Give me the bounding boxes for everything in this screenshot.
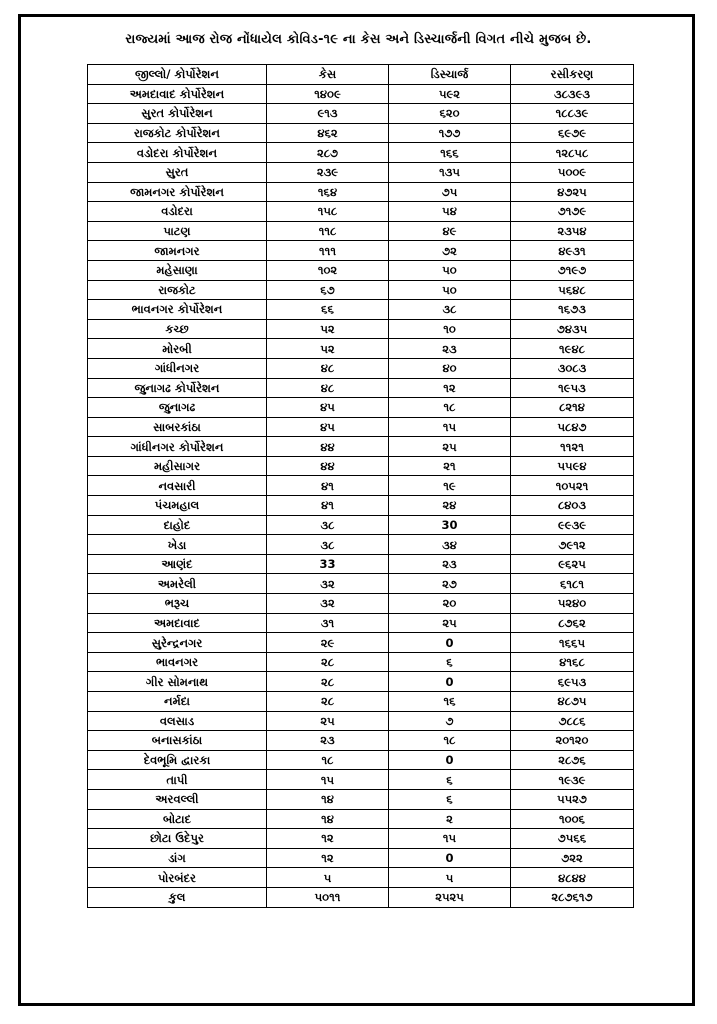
cell-cases: ૧૫૮ — [267, 202, 389, 222]
cell-vaccination: ૧૬૭૩ — [511, 300, 634, 320]
cell-district: ગાંધીનગર કોર્પોરેશન — [88, 437, 267, 457]
cell-vaccination: ૮૪૦૩ — [511, 496, 634, 516]
table-row — [88, 162, 634, 182]
cell-cases: ૨૫ — [267, 711, 389, 731]
cell-vaccination: ૭૨૨ — [511, 848, 634, 868]
cell-cases: ૪૮ — [267, 358, 389, 378]
cell-discharge: ૨૫ — [389, 613, 511, 633]
cell-discharge: ૩૪ — [389, 535, 511, 555]
cell-district: જુનાગઢ — [88, 398, 267, 418]
cell-discharge: 0 — [389, 633, 511, 653]
table-row — [88, 515, 634, 535]
table-row — [88, 221, 634, 241]
cell-discharge: ૨૩ — [389, 554, 511, 574]
cell-vaccination: ૫૮૪૭ — [511, 417, 634, 437]
cell-district: છોટા ઉદેપુર — [88, 829, 267, 849]
table-row — [88, 456, 634, 476]
cell-discharge: 0 — [389, 672, 511, 692]
table-row — [88, 378, 634, 398]
cell-discharge: ૭૫ — [389, 182, 511, 202]
cell-district: કુલ — [88, 887, 267, 907]
table-row — [88, 789, 634, 809]
cell-cases: ૨૮ — [267, 672, 389, 692]
table-row — [88, 437, 634, 457]
cell-district: બોટાદ — [88, 809, 267, 829]
cell-cases: ૨૮ — [267, 652, 389, 672]
cell-vaccination: ૧૯૪૮ — [511, 339, 634, 359]
cell-cases: ૫૦૧૧ — [267, 887, 389, 907]
cell-discharge: ૧૩૫ — [389, 162, 511, 182]
table-row — [88, 319, 634, 339]
table-row — [88, 104, 634, 124]
table-row — [88, 123, 634, 143]
table-row — [88, 417, 634, 437]
cell-district: જામનગર કોર્પોરેશન — [88, 182, 267, 202]
table-row — [88, 672, 634, 692]
cell-cases: ૨૩૯ — [267, 162, 389, 182]
cell-cases: ૪૮ — [267, 378, 389, 398]
table-row — [88, 633, 634, 653]
cell-discharge: ૧૭૭ — [389, 123, 511, 143]
cell-discharge: ૧૬૬ — [389, 143, 511, 163]
cell-vaccination: ૫૫૨૭ — [511, 789, 634, 809]
cell-district: ભાવનગર કોર્પોરેશન — [88, 300, 267, 320]
cell-vaccination: ૩૮૩૯૩ — [511, 84, 634, 104]
table-row — [88, 574, 634, 594]
cell-district: નર્મદા — [88, 692, 267, 712]
table-row — [88, 829, 634, 849]
cell-discharge: ૨ — [389, 809, 511, 829]
cell-district: સુરત — [88, 162, 267, 182]
cell-district: અમદાવાદ કોર્પોરેશન — [88, 84, 267, 104]
cell-cases: ૪૪ — [267, 456, 389, 476]
table-row — [88, 652, 634, 672]
cell-cases: ૧૬૪ — [267, 182, 389, 202]
cell-cases: ૩૮ — [267, 515, 389, 535]
cell-discharge: ૧૫ — [389, 829, 511, 849]
cell-cases: ૧૦૨ — [267, 260, 389, 280]
cell-discharge: ૫૦ — [389, 260, 511, 280]
cell-cases: ૨૮ — [267, 692, 389, 712]
table-row — [88, 339, 634, 359]
cell-district: સુરત કોર્પોરેશન — [88, 104, 267, 124]
cell-district: પંચમહાલ — [88, 496, 267, 516]
cell-vaccination: ૧૯૫૩ — [511, 378, 634, 398]
table-row — [88, 887, 634, 907]
cell-cases: ૯૧૩ — [267, 104, 389, 124]
cell-district: અરવલ્લી — [88, 789, 267, 809]
cell-vaccination: ૧૮૮૩૯ — [511, 104, 634, 124]
cell-discharge: 0 — [389, 750, 511, 770]
header-discharge: ડિસ્ચાર્જ — [389, 65, 511, 85]
cell-district: પાટણ — [88, 221, 267, 241]
cell-cases: ૪૫ — [267, 417, 389, 437]
cell-district: આણંદ — [88, 554, 267, 574]
cell-district: સાબરકાંઠા — [88, 417, 267, 437]
cell-cases: ૧૫ — [267, 770, 389, 790]
cell-cases: 33 — [267, 554, 389, 574]
cell-cases: ૫૨ — [267, 339, 389, 359]
cell-cases: ૧૧૮ — [267, 221, 389, 241]
cell-district: કચ્છ — [88, 319, 267, 339]
cell-cases: ૪૪ — [267, 437, 389, 457]
cell-vaccination: ૯૬૨૫ — [511, 554, 634, 574]
cell-vaccination: ૭૧૯૭ — [511, 260, 634, 280]
cell-discharge: ૭ — [389, 711, 511, 731]
cell-discharge: 0 — [389, 848, 511, 868]
cell-district: જામનગર — [88, 241, 267, 261]
cell-discharge: ૨૫ — [389, 437, 511, 457]
cell-district: ગાંધીનગર — [88, 358, 267, 378]
table-row — [88, 202, 634, 222]
cell-cases: ૧૮ — [267, 750, 389, 770]
cell-district: તાપી — [88, 770, 267, 790]
cell-cases: ૨૯ — [267, 633, 389, 653]
cell-discharge: ૨૦ — [389, 594, 511, 614]
cell-vaccination: ૧૦૦૬ — [511, 809, 634, 829]
cell-district: મોરબી — [88, 339, 267, 359]
header-district: જીલ્લો/ કોર્પોરેશન — [88, 65, 267, 85]
cell-discharge: ૧૮ — [389, 731, 511, 751]
cell-district: દેવભૂમિ દ્વારકા — [88, 750, 267, 770]
table-row — [88, 554, 634, 574]
cell-vaccination: ૩૦૮૩ — [511, 358, 634, 378]
cell-vaccination: ૮૭૬૨ — [511, 613, 634, 633]
cell-vaccination: ૧૯૩૯ — [511, 770, 634, 790]
table-row — [88, 398, 634, 418]
cell-vaccination: ૭૯૧૨ — [511, 535, 634, 555]
table-row — [88, 711, 634, 731]
cell-vaccination: ૧૬૬૫ — [511, 633, 634, 653]
cell-discharge: ૨૩ — [389, 339, 511, 359]
table-row — [88, 84, 634, 104]
cell-discharge: ૫૪ — [389, 202, 511, 222]
cell-vaccination: ૫૫૯૪ — [511, 456, 634, 476]
cell-vaccination: ૮૨૧૪ — [511, 398, 634, 418]
cell-discharge: ૨૫૨૫ — [389, 887, 511, 907]
cell-district: સુરેન્દ્રનગર — [88, 633, 267, 653]
cell-cases: ૧૧૧ — [267, 241, 389, 261]
cell-cases: ૫૨ — [267, 319, 389, 339]
table-row — [88, 535, 634, 555]
table-row — [88, 868, 634, 888]
cell-discharge: ૧૫ — [389, 417, 511, 437]
cell-district: દાહોદ — [88, 515, 267, 535]
cell-vaccination: ૧૦૫૨૧ — [511, 476, 634, 496]
cell-discharge: ૬ — [389, 789, 511, 809]
cell-discharge: 30 — [389, 515, 511, 535]
table-row — [88, 848, 634, 868]
cell-discharge: ૬ — [389, 770, 511, 790]
cell-vaccination: ૬૧૮૧ — [511, 574, 634, 594]
cell-vaccination: ૭૧૭૯ — [511, 202, 634, 222]
cell-vaccination: ૨૮૭૬ — [511, 750, 634, 770]
table-row — [88, 280, 634, 300]
cell-district: રાજકોટ — [88, 280, 267, 300]
cell-district: ખેડા — [88, 535, 267, 555]
cell-vaccination: ૫૦૦૯ — [511, 162, 634, 182]
header-vaccination: રસીકરણ — [511, 65, 634, 85]
cell-cases: ૪૫ — [267, 398, 389, 418]
cell-cases: ૨૮૭ — [267, 143, 389, 163]
cell-discharge: ૫ — [389, 868, 511, 888]
cell-vaccination: ૧૨૮૫૮ — [511, 143, 634, 163]
cell-vaccination: ૭૮૮૬ — [511, 711, 634, 731]
cell-vaccination: ૪૭૨૫ — [511, 182, 634, 202]
cell-vaccination: ૯૯૩૯ — [511, 515, 634, 535]
cell-district: વડોદરા — [88, 202, 267, 222]
cell-district: મહીસાગર — [88, 456, 267, 476]
table-row — [88, 613, 634, 633]
cell-discharge: ૭૨ — [389, 241, 511, 261]
page-title: રાજ્યમાં આજ રોજ નોંધાયેલ કોવિડ-૧૯ ના કેસ અને ડિસ્ચાર્જની વિગત નીચે મુજબ છે. — [125, 32, 592, 47]
header-cases: કેસ — [267, 65, 389, 85]
cell-discharge: ૧૯ — [389, 476, 511, 496]
table-header-row — [88, 65, 634, 85]
cell-cases: ૩૨ — [267, 574, 389, 594]
cell-district: પોરબંદર — [88, 868, 267, 888]
cell-cases: ૩૮ — [267, 535, 389, 555]
covid-district-table — [87, 64, 634, 908]
table-row — [88, 496, 634, 516]
cell-vaccination: ૭૫૬૬ — [511, 829, 634, 849]
cell-discharge: ૨૭ — [389, 574, 511, 594]
cell-discharge: ૩૮ — [389, 300, 511, 320]
cell-district: ડાંગ — [88, 848, 267, 868]
cell-discharge: ૬૨૦ — [389, 104, 511, 124]
cell-district: વલસાડ — [88, 711, 267, 731]
cell-cases: ૧૪ — [267, 809, 389, 829]
table-row — [88, 731, 634, 751]
table-row — [88, 143, 634, 163]
cell-cases: ૨૩ — [267, 731, 389, 751]
cell-district: રાજકોટ કોર્પોરેશન — [88, 123, 267, 143]
cell-vaccination: ૭૪૩૫ — [511, 319, 634, 339]
cell-vaccination: ૨૦૧૨૦ — [511, 731, 634, 751]
cell-district: નવસારી — [88, 476, 267, 496]
cell-discharge: ૫૯૨ — [389, 84, 511, 104]
cell-vaccination: ૫૬૪૮ — [511, 280, 634, 300]
cell-cases: ૪૧ — [267, 496, 389, 516]
cell-district: ગીર સોમનાથ — [88, 672, 267, 692]
cell-discharge: ૧૨ — [389, 378, 511, 398]
cell-cases: ૧૪ — [267, 789, 389, 809]
table-row — [88, 809, 634, 829]
cell-vaccination: ૬૯૫૩ — [511, 672, 634, 692]
cell-vaccination: ૨૩૫૪ — [511, 221, 634, 241]
table-row — [88, 241, 634, 261]
table-row — [88, 594, 634, 614]
cell-district: મહેસાણા — [88, 260, 267, 280]
cell-discharge: ૧૮ — [389, 398, 511, 418]
table-row — [88, 260, 634, 280]
cell-discharge: ૧૬ — [389, 692, 511, 712]
cell-vaccination: ૪૯૩૧ — [511, 241, 634, 261]
table-row — [88, 692, 634, 712]
table-row — [88, 476, 634, 496]
table-row — [88, 182, 634, 202]
cell-district: અમરેલી — [88, 574, 267, 594]
cell-cases: ૩૧ — [267, 613, 389, 633]
cell-discharge: ૧૦ — [389, 319, 511, 339]
cell-district: અમદાવાદ — [88, 613, 267, 633]
cell-district: બનાસકાંઠા — [88, 731, 267, 751]
cell-vaccination: ૪૧૬૮ — [511, 652, 634, 672]
cell-vaccination: ૬૯૭૯ — [511, 123, 634, 143]
cell-discharge: ૪૦ — [389, 358, 511, 378]
cell-vaccination: ૪૮૭૫ — [511, 692, 634, 712]
table-row — [88, 358, 634, 378]
table-row — [88, 300, 634, 320]
table-row — [88, 750, 634, 770]
cell-cases: ૪૧ — [267, 476, 389, 496]
cell-discharge: ૨૪ — [389, 496, 511, 516]
cell-cases: ૬૬ — [267, 300, 389, 320]
cell-cases: ૫ — [267, 868, 389, 888]
cell-cases: ૪૬૨ — [267, 123, 389, 143]
cell-discharge: ૨૧ — [389, 456, 511, 476]
cell-cases: ૧૨ — [267, 848, 389, 868]
cell-cases: ૧૪૦૯ — [267, 84, 389, 104]
cell-vaccination: ૧૧૨૧ — [511, 437, 634, 457]
cell-discharge: ૫૦ — [389, 280, 511, 300]
cell-cases: ૧૨ — [267, 829, 389, 849]
cell-discharge: ૬ — [389, 652, 511, 672]
cell-district: વડોદરા કોર્પોરેશન — [88, 143, 267, 163]
cell-district: ભરૂચ — [88, 594, 267, 614]
cell-district: ભાવનગર — [88, 652, 267, 672]
cell-vaccination: ૫૨૪૦ — [511, 594, 634, 614]
table-body — [88, 84, 634, 907]
cell-discharge: ૪૯ — [389, 221, 511, 241]
cell-cases: ૬૭ — [267, 280, 389, 300]
table-row — [88, 770, 634, 790]
cell-vaccination: ૪૮૪૪ — [511, 868, 634, 888]
cell-vaccination: ૨૮૭૬૧૭ — [511, 887, 634, 907]
cell-cases: ૩૨ — [267, 594, 389, 614]
cell-district: જુનાગઢ કોર્પોરેશન — [88, 378, 267, 398]
